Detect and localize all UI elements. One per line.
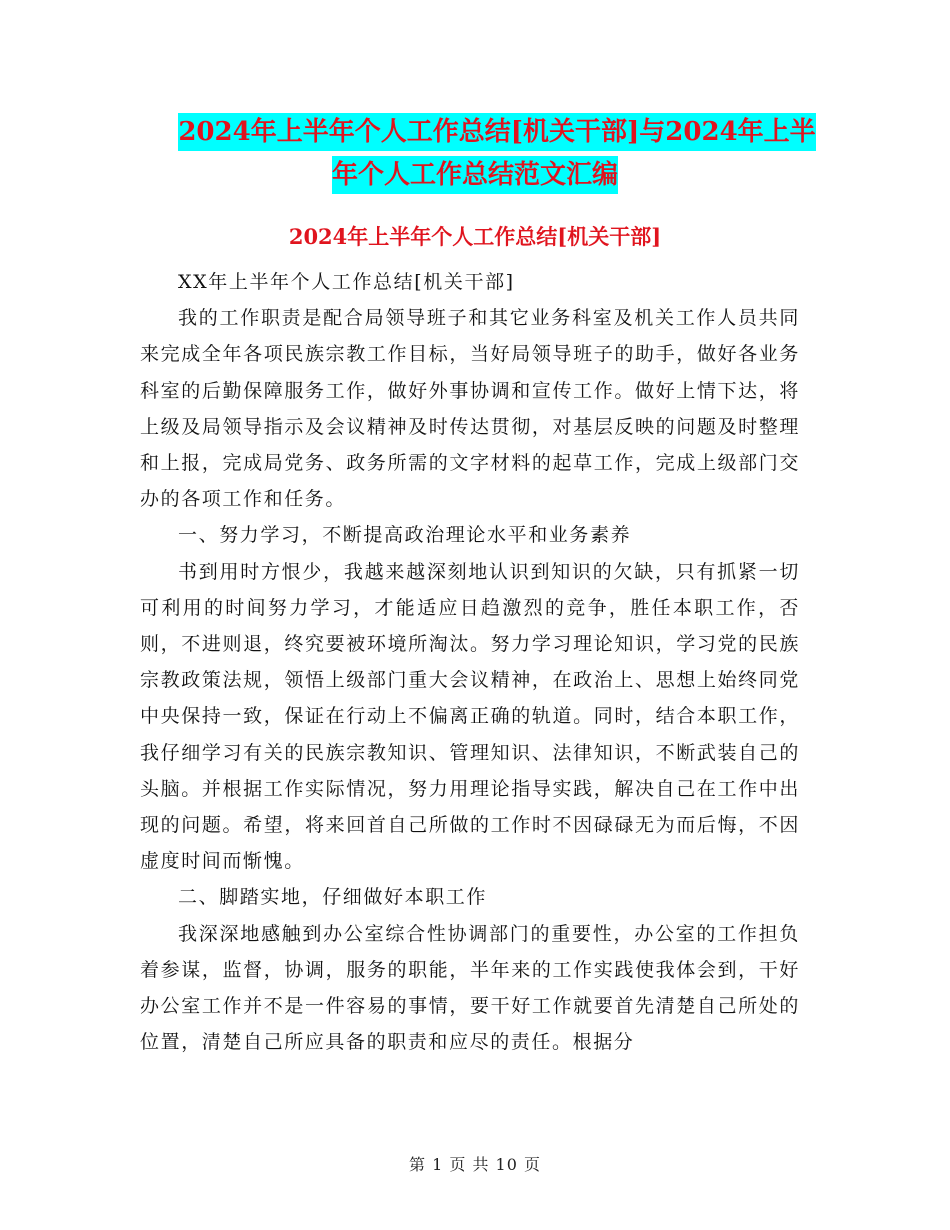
section-heading-1: 一、努力学习，不断提高政治理论水平和业务素养 — [178, 524, 632, 547]
title-highlight-1: 2024年上半年个人工作总结[机关干部]与2024年上半 — [178, 113, 815, 151]
section-heading-2: 二、脚踏实地，仔细做好本职工作 — [178, 886, 488, 909]
paragraph-duties: 我的工作职责是配合局领导班子和其它业务科室及机关工作人员共同来完成全年各项民族宗教工作目标，当好局领导班子的助手，做好各业务科室的后勤保障服务工作，做好外事协调和宣传工作。做好上情下达，将上级及局领导指示及会议精神及时传达贯彻，对基层反映的问题及时整理和上报，完成局党务、政务所需的文字材料的起草工作，完成上级部门交办的各项工作和任务。 — [140, 307, 800, 511]
document-body — [140, 264, 800, 1060]
paragraph-heading: XX年上半年个人工作总结[机关干部] — [178, 271, 515, 293]
paragraph-office-work: 我深深地感触到办公室综合性协调部门的重要性，办公室的工作担负着参谋，监督，协调，服务的职能，半年来的工作实践使我体会到，干好办公室工作并不是一件容易的事情，要干好工作就要首先清楚自己所处的位置，清楚自己所应具备的职责和应尽的责任。根据分 — [140, 922, 800, 1054]
document-title-line-2 — [0, 150, 950, 200]
paragraph-study: 书到用时方恨少，我越来越深刻地认识到知识的欠缺，只有抓紧一切可利用的时间努力学习，才能适应日趋激烈的竞争，胜任本职工作，否则，不进则退，终究要被环境所淘汰。努力学习理论知识，学习党的民族宗教政策法规，领悟上级部门重大会议精神，在政治上、思想上始终同党中央保持一致，保证在行动上不偏离正确的轨道。同时，结合本职工作，我仔细学习有关的民族宗教知识、管理知识、法律知识，不断武装自己的头脑。并根据工作实际情况，努力用理论指导实践，解决自己在工作中出现的问题。希望，将来回首自己所做的工作时不因碌碌无为而后悔，不因虚度时间而惭愧。 — [140, 560, 800, 873]
title-highlight-2: 年个人工作总结范文汇编 — [332, 156, 618, 194]
section-title: 2024年上半年个人工作总结[机关干部] — [288, 224, 662, 249]
page-footer: 第 1 页 共 10 页 — [409, 1155, 541, 1174]
